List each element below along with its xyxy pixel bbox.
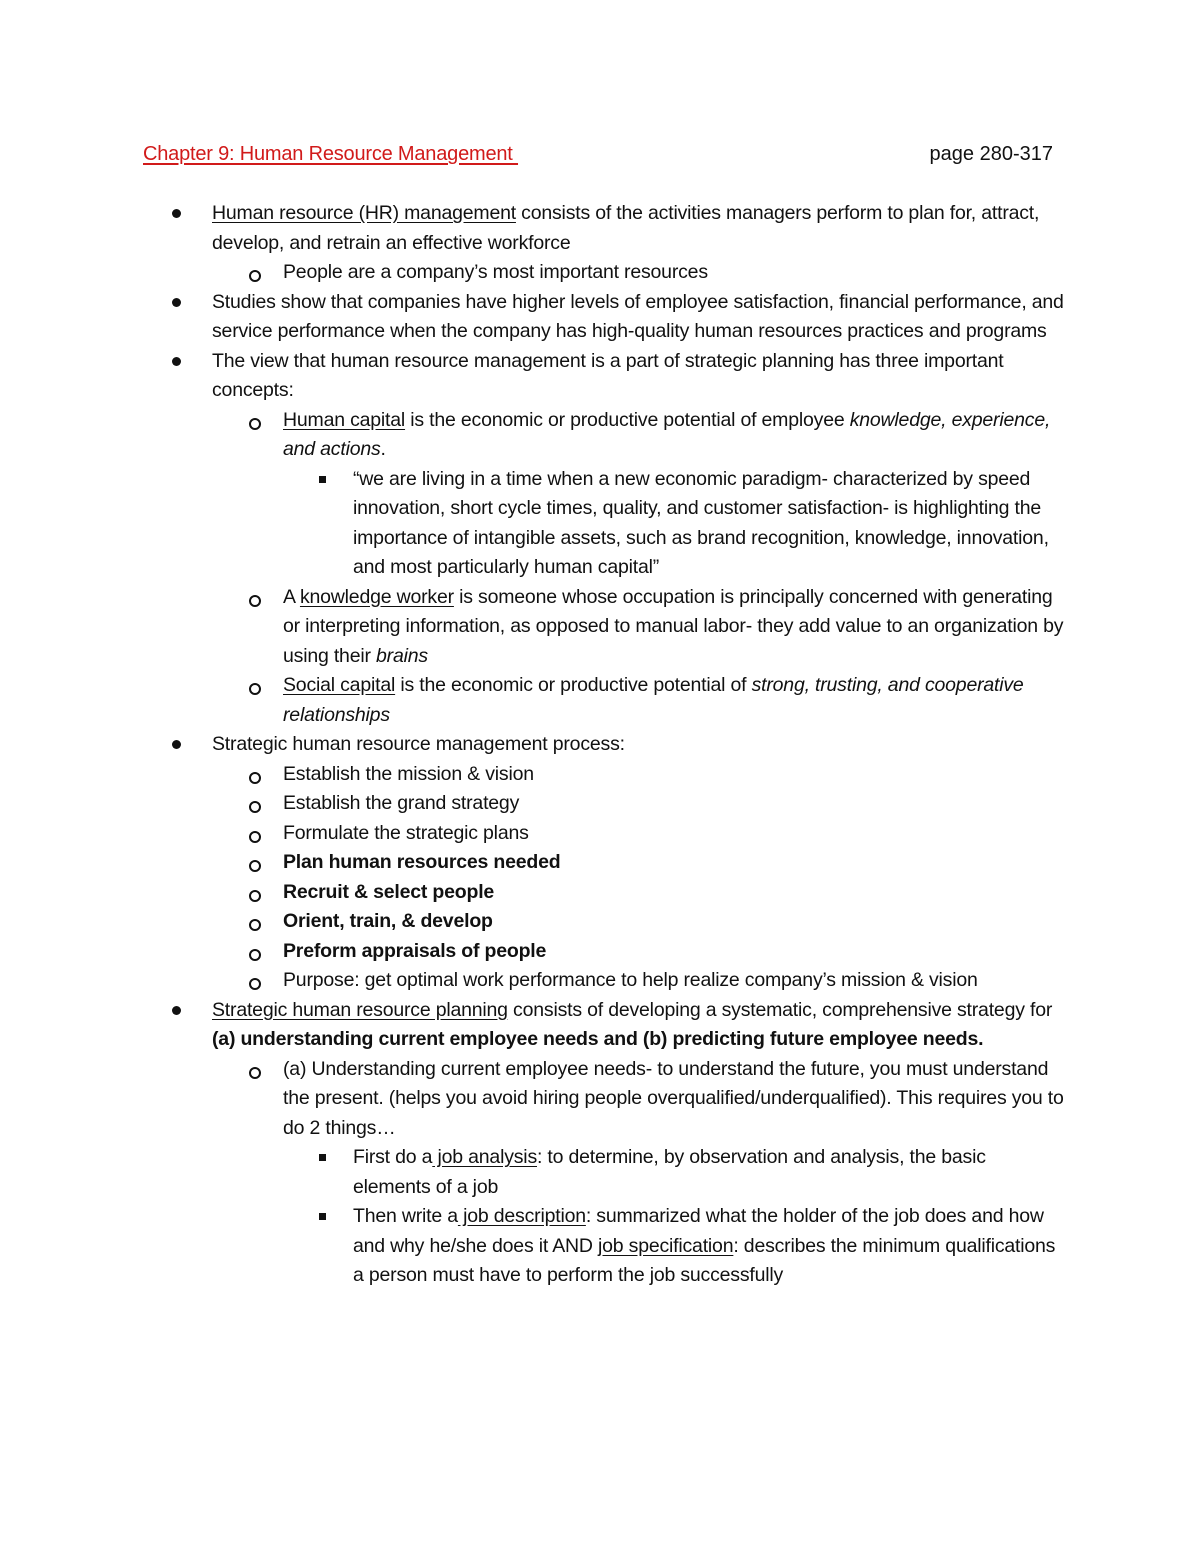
bullet-disc-icon — [172, 740, 181, 749]
bullet-circle-icon — [249, 978, 261, 990]
list-item — [212, 199, 1072, 258]
term: job analysis — [432, 1146, 537, 1168]
process-step — [283, 878, 1073, 908]
bullet-circle-icon — [249, 831, 261, 843]
notes-list — [0, 199, 1200, 1291]
item-text: People are a company’s most important resources — [283, 261, 708, 283]
process-step — [283, 907, 1073, 937]
list-item — [212, 730, 1072, 760]
item-text: . — [380, 438, 386, 460]
bullet-square-icon — [319, 1154, 326, 1161]
item-text: First do a — [353, 1146, 433, 1168]
term: job specification — [598, 1234, 734, 1257]
process-step — [283, 819, 1073, 849]
bullet-circle-icon — [249, 1067, 261, 1079]
list-item — [212, 288, 1072, 347]
step-text: Establish the mission & vision — [283, 762, 534, 785]
step-text: Recruit & select people — [283, 880, 495, 903]
document-header — [143, 143, 1053, 173]
item-text: consists of developing a systematic, comprehensive strategy for — [507, 998, 1053, 1021]
bullet-circle-icon — [249, 772, 261, 784]
emphasis-text: knowledge, experience, and actions — [283, 408, 1051, 460]
emphasis-text: brains — [376, 644, 428, 667]
bullet-square-icon — [319, 1213, 326, 1220]
item-text: is the economic or productive potential of employee — [405, 408, 850, 431]
list-item — [283, 258, 1073, 288]
term: Human resource (HR) management — [212, 202, 516, 224]
item-text: (a) Understanding current employee needs- to understand the future, you must understand the present. (helps you avoid hiring people overqualified/underqualified). This requires you to do 2 things… — [283, 1057, 1064, 1139]
list-item — [353, 465, 1068, 583]
emphasis-text: strong, trusting, and cooperative relationships — [283, 674, 1024, 726]
bold-text: (a) understanding current employee needs and (b) predicting future employee needs. — [212, 1028, 984, 1050]
step-text: Plan human resources needed — [283, 851, 561, 873]
list-item — [353, 1143, 1068, 1202]
item-text: A — [283, 585, 300, 608]
term: knowledge worker — [299, 585, 454, 608]
bullet-circle-icon — [249, 595, 261, 607]
item-text: Then write a — [353, 1205, 458, 1227]
list-item — [212, 996, 1072, 1055]
bullet-disc-icon — [172, 209, 181, 218]
bullet-circle-icon — [249, 919, 261, 931]
process-step — [283, 937, 1073, 967]
bullet-circle-icon — [249, 418, 261, 430]
bullet-circle-icon — [249, 801, 261, 813]
item-text: : to determine, by observation and analysis, the basic elements of a job — [353, 1146, 986, 1198]
bullet-disc-icon — [172, 298, 181, 307]
list-item — [212, 347, 1072, 406]
list-item — [283, 583, 1073, 672]
list-item — [283, 1055, 1073, 1144]
list-item — [283, 406, 1073, 465]
item-text: consists of the activities managers perform to plan for, attract, develop, and retrain an effective workforce — [212, 202, 1040, 254]
step-text: Purpose: get optimal work performance to help realize company’s mission & vision — [283, 969, 978, 991]
bullet-square-icon — [319, 476, 326, 483]
item-text: is the economic or productive potential of — [395, 674, 752, 696]
item-text: : describes the minimum qualifications a person must have to perform the job successfully — [353, 1234, 1056, 1286]
item-text: The view that human resource management is a part of strategic planning has three important concepts: — [212, 349, 1004, 401]
process-step — [283, 848, 1073, 878]
step-text: Preform appraisals of people — [283, 939, 547, 962]
term: Strategic human resource planning — [212, 998, 508, 1021]
bullet-circle-icon — [249, 270, 261, 282]
list-item — [353, 1202, 1068, 1291]
bullet-circle-icon — [249, 949, 261, 961]
process-step — [283, 789, 1073, 819]
bullet-circle-icon — [249, 890, 261, 902]
bullet-circle-icon — [249, 860, 261, 872]
item-text: : summarized what the holder of the job does and how and why he/she does it AND — [353, 1205, 1044, 1257]
process-step — [283, 966, 1073, 996]
item-text: is someone whose occupation is principally concerned with generating or interpreting information, as opposed to manual labor- they add value to an organization by using their — [283, 585, 1064, 667]
step-text: Establish the grand strategy — [283, 792, 520, 814]
bullet-circle-icon — [249, 683, 261, 695]
quote-text: “we are living in a time when a new economic paradigm- characterized by speed innovation, short cycle times, quality, and customer satisfaction- is highlighting the importance of intangible assets, such as brand recognition, knowledge, innovation, and most particularly human capital” — [353, 467, 1049, 578]
process-step — [283, 760, 1073, 790]
term: Human capital — [283, 408, 406, 431]
step-text: Formulate the strategic plans — [283, 821, 529, 844]
chapter-title: Chapter 9: Human Resource Management — [143, 143, 519, 165]
item-text: Studies show that companies have higher levels of employee satisfaction, financial performance, and service performance when the company has high-quality human resources practices and programs — [212, 290, 1064, 342]
bullet-disc-icon — [172, 357, 181, 366]
page-range: page 280-317 — [929, 143, 1053, 165]
item-text: Strategic human resource management process: — [212, 733, 625, 755]
term: Social capital — [283, 674, 396, 696]
bullet-disc-icon — [172, 1006, 181, 1015]
term: job description — [457, 1205, 586, 1227]
list-item — [283, 671, 1073, 730]
step-text: Orient, train, & develop — [283, 910, 493, 932]
